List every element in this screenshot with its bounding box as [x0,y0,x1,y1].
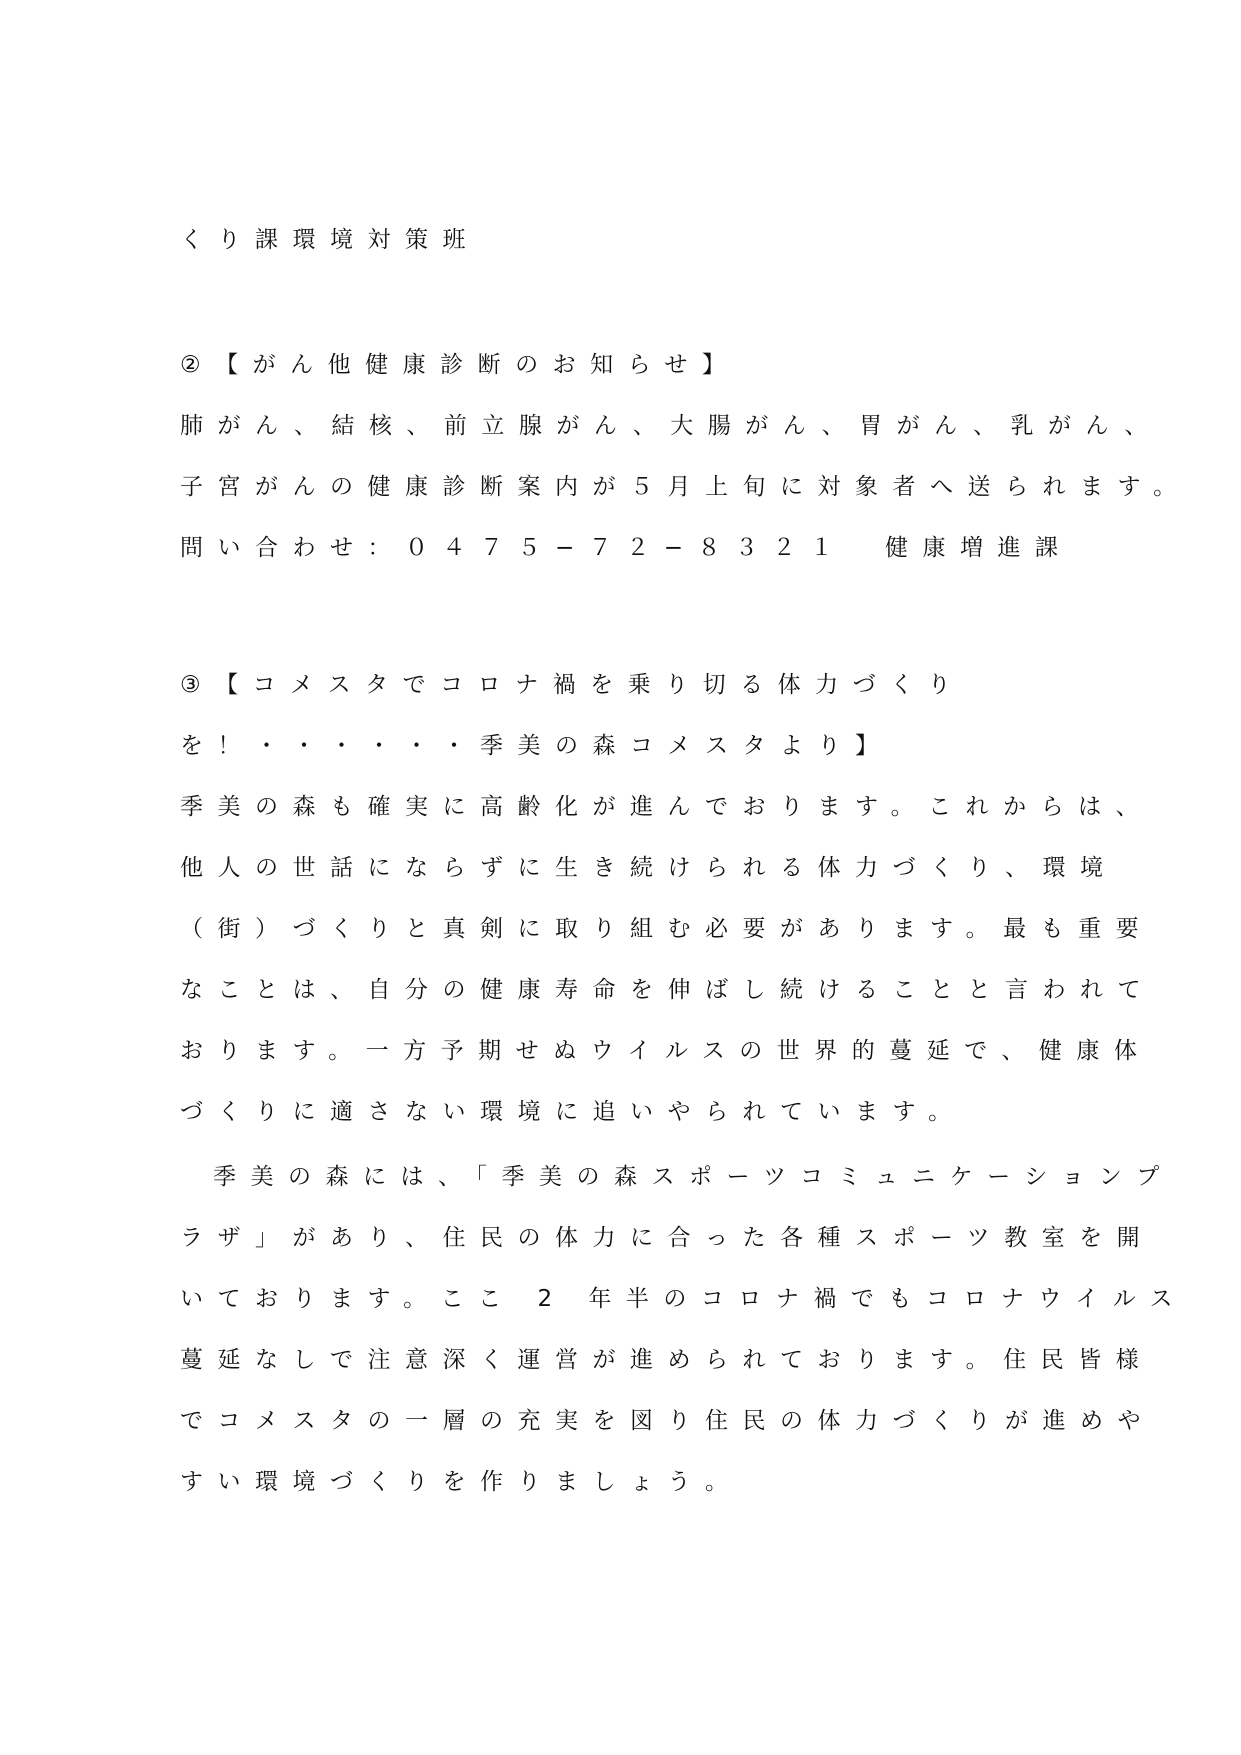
section-3-line: （街）づくりと真剣に取り組む必要があります。最も重要 [180,916,1154,942]
header-fragment: くり課環境対策班 [180,227,480,253]
section-2-contact: 問い合わせ：０４７５−７２−８３２１ 健康増進課 [180,535,1073,561]
section-3-paragraph-2-line: すい環境づくりを作りましょう。 [180,1469,743,1495]
section-3-line: なことは、自分の健康寿命を伸ばし続けることと言われて [180,977,1155,1003]
section-3-paragraph-2-line: 季美の森には、「季美の森スポーツコミュニケーションプ [213,1164,1174,1190]
section-3-line: 他人の世話にならずに生き続けられる体力づくり、環境 [180,855,1118,881]
section-2-heading: ②【がん他健康診断のお知らせ】 [180,352,740,378]
section-2-line: 肺がん、結核、前立腺がん、大腸がん、胃がん、乳がん、 [180,413,1162,439]
section-3-paragraph-2-line: 蔓延なしで注意深く運営が進められております。住民皆様 [180,1347,1154,1373]
section-3-line: 季美の森も確実に高齢化が進んでおります。これからは、 [180,794,1154,820]
section-3-line: おります。一方予期せぬウイルスの世界的蔓延で、健康体 [180,1038,1152,1064]
section-3-paragraph-2-line: いております。ここ 2 年半のコロナ禍でもコロナウイルス [180,1286,1188,1312]
section-3-paragraph-2-line: ラザ」があり、住民の体力に合った各種スポーツ教室を開 [180,1225,1155,1251]
section-3-line: づくりに適さない環境に追いやられています。 [180,1099,966,1125]
section-2-line: 子宮がんの健康診断案内が５月上旬に対象者へ送られます。 [180,474,1191,500]
section-3-paragraph-2-line: でコメスタの一層の充実を図り住民の体力づくりが進めや [180,1408,1155,1434]
section-3-heading: ③【コメスタでコロナ禍を乗り切る体力づくり [180,672,966,698]
section-3-heading-continued: を！・・・・・・季美の森コメスタより】 [180,733,893,759]
